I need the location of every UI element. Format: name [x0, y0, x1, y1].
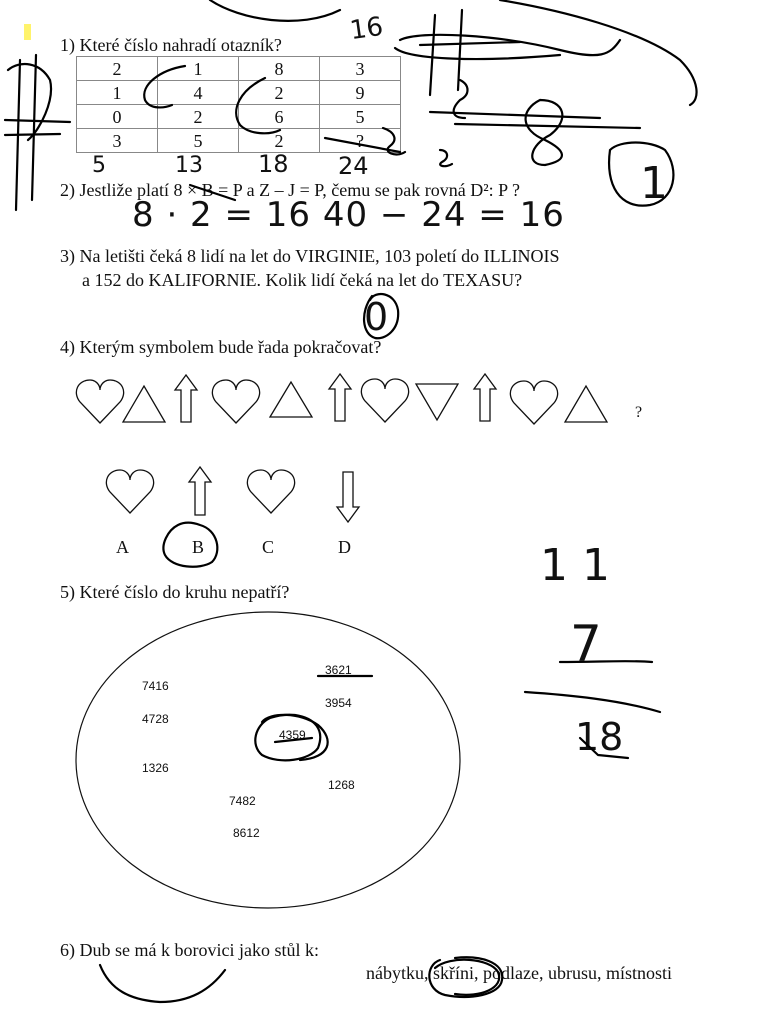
handwritten-answer-q2: 1 — [640, 158, 668, 209]
option-d-label: D — [338, 537, 351, 557]
grid-cell: 3 — [77, 129, 158, 153]
option-b-label: B — [192, 537, 205, 557]
grid-cell: 5 — [320, 105, 401, 129]
question-3-line-1: 3) Na letišti čeká 8 lidí na let do VIRGINIE, 103 poletí do ILLINOIS — [60, 246, 560, 266]
question-2-text: 2) Jestliže platí 8 × B = P a Z – J = P, čemu se pak rovná D²: P ? — [60, 180, 520, 200]
question-4-text: 4) Kterým symbolem bude řada pokračovat? — [60, 337, 382, 357]
circle-number: 1268 — [328, 778, 355, 792]
handwritten-note: 7 — [570, 615, 602, 673]
grid-cell: 9 — [320, 81, 401, 105]
handwritten-row-sum: 24 — [338, 152, 369, 180]
handwritten-answer-q3: 0 — [364, 295, 389, 339]
grid-cell: 6 — [239, 105, 320, 129]
circle-number: 3621 — [325, 663, 352, 677]
handwritten-equation: 8 · 2 = 16 40 − 24 = 16 — [132, 195, 565, 235]
circle-number: 4728 — [142, 712, 169, 726]
circle-number: 1326 — [142, 761, 169, 775]
circle-number: 7416 — [142, 679, 169, 693]
circle-number: 8612 — [233, 826, 260, 840]
handwritten-note: 11 — [540, 540, 624, 591]
grid-cell: 2 — [239, 81, 320, 105]
grid-cell: 1 — [77, 81, 158, 105]
grid-cell: 5 — [158, 129, 239, 153]
grid-cell: 3 — [320, 57, 401, 81]
sequence-question-mark: ? — [635, 404, 643, 421]
circle-number: 3954 — [325, 696, 352, 710]
question-3-line-2: a 152 do KALIFORNIE. Kolik lidí čeká na let do TEXASU? — [82, 270, 523, 290]
question-6-answers: nábytku, skříni, podlaze, ubrusu, místnosti — [366, 963, 672, 983]
grid-cell: ? — [320, 129, 401, 153]
grid-cell: 2 — [239, 129, 320, 153]
grid-cell: 4 — [158, 81, 239, 105]
grid-cell: 0 — [77, 105, 158, 129]
handwritten-row-sum: 13 — [175, 153, 203, 178]
grid-cell: 1 — [158, 57, 239, 81]
question-5-text: 5) Které číslo do kruhu nepatří? — [60, 582, 290, 602]
handwritten-note: 18 — [575, 715, 624, 759]
handwritten-row-sum: 5 — [92, 153, 148, 178]
option-c-label: C — [262, 537, 275, 557]
grid-cell: 2 — [158, 105, 239, 129]
grid-cell: 2 — [77, 57, 158, 81]
circle-number: 4359 — [279, 728, 306, 742]
handwritten-number: 16 — [348, 11, 386, 47]
question-1-text: 1) Které číslo nahradí otazník? — [60, 35, 282, 55]
circle-number: 7482 — [229, 794, 256, 808]
handwritten-row-sum: 18 — [258, 150, 289, 178]
option-a-label: A — [116, 537, 129, 557]
grid-cell: 8 — [239, 57, 320, 81]
question-6-text: 6) Dub se má k borovici jako stůl k: — [60, 940, 319, 960]
